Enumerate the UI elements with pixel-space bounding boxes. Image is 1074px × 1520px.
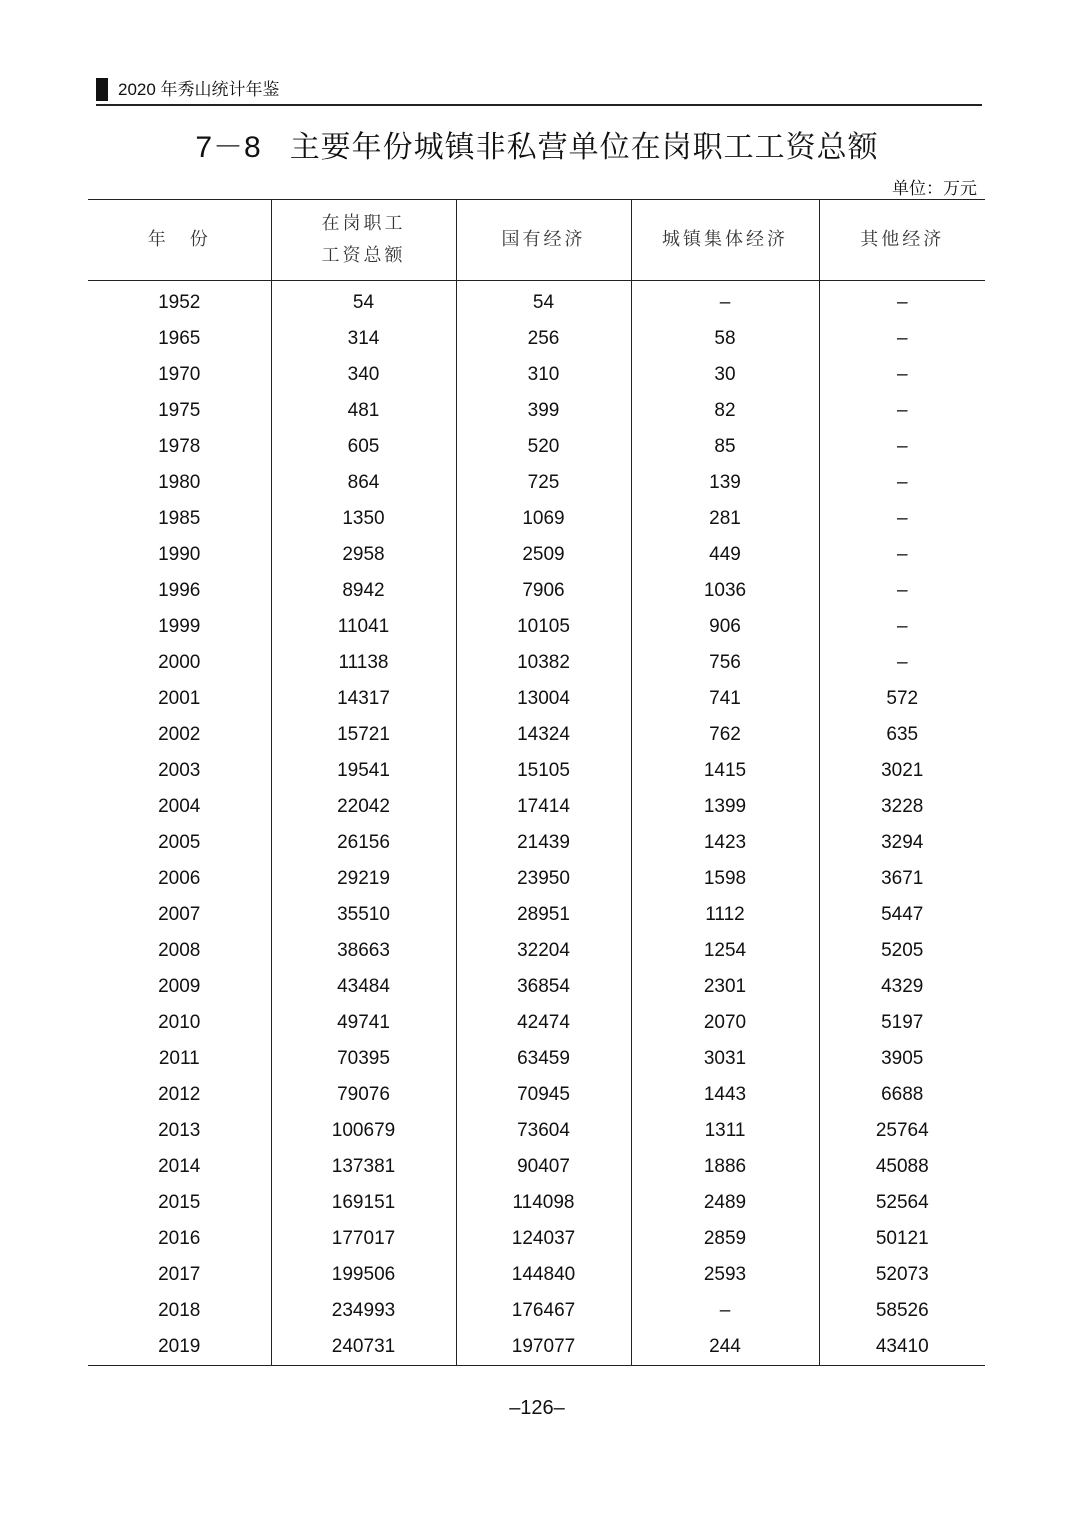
table-row [88,645,985,681]
cell-year: 2019 [88,1329,271,1366]
cell-year: 1996 [158,580,201,601]
table-row [88,753,985,789]
cell-total-wages: 1350 [271,501,456,537]
table-row [88,1185,985,1221]
cell-urban-collective: 1423 [631,825,819,861]
cell-urban-collective: 2859 [631,1221,819,1257]
cell-other: – [819,573,985,609]
cell-year: 2016 [158,1228,201,1249]
table-row [88,861,985,897]
cell-state-owned: 13004 [456,681,631,717]
table-row [88,465,985,501]
cell-urban-collective: 756 [631,645,819,681]
cell-year: 2018 [158,1300,201,1321]
col-header-year: 年 份 [88,200,271,281]
cell-total-wages: 29219 [271,861,456,897]
table-row [88,825,985,861]
cell-total-wages: 22042 [271,789,456,825]
cell-total-wages: 15721 [271,717,456,753]
cell-other: 3905 [819,1041,985,1077]
cell-total-wages: 605 [271,429,456,465]
table-row [88,717,985,753]
cell-urban-collective: 1036 [631,573,819,609]
cell-state-owned: 10382 [456,645,631,681]
cell-other: 3294 [819,825,985,861]
cell-other: 43410 [819,1329,985,1366]
cell-state-owned: 63459 [456,1041,631,1077]
cell-state-owned: 2509 [456,537,631,573]
cell-state-owned: 520 [456,429,631,465]
cell-total-wages: 2958 [271,537,456,573]
col-header-urban-collective: 城镇集体经济 [631,200,819,281]
cell-year: 2010 [158,1012,201,1033]
cell-other: 3021 [819,753,985,789]
cell-other: – [819,321,985,357]
cell-total-wages: 14317 [271,681,456,717]
cell-year: 2006 [158,868,201,889]
cell-year: 1965 [158,328,201,349]
cell-total-wages: 35510 [271,897,456,933]
cell-urban-collective: 1415 [631,753,819,789]
cell-total-wages: 100679 [271,1113,456,1149]
cell-year: 2013 [158,1120,201,1141]
cell-total-wages: 79076 [271,1077,456,1113]
table-row [88,969,985,1005]
cell-total-wages: 38663 [271,933,456,969]
cell-other: 635 [819,717,985,753]
cell-state-owned: 310 [456,357,631,393]
cell-other: 25764 [819,1113,985,1149]
cell-total-wages: 314 [271,321,456,357]
col-header-total-wages: 在岗职工 工资总额 [271,200,456,281]
table-row [88,933,985,969]
cell-state-owned: 17414 [456,789,631,825]
table-row [88,1149,985,1185]
cell-total-wages: 70395 [271,1041,456,1077]
cell-total-wages: 340 [271,357,456,393]
cell-state-owned: 54 [456,281,631,322]
cell-total-wages: 137381 [271,1149,456,1185]
table-row [88,789,985,825]
cell-state-owned: 21439 [456,825,631,861]
table-row [88,1113,985,1149]
cell-state-owned: 256 [456,321,631,357]
cell-other: 572 [819,681,985,717]
table-row [88,1221,985,1257]
cell-other: – [819,357,985,393]
table-row [88,537,985,573]
cell-urban-collective: – [631,281,819,322]
cell-other: 45088 [819,1149,985,1185]
unit-label: 单位：万元 [892,179,977,199]
cell-total-wages: 43484 [271,969,456,1005]
cell-other: 50121 [819,1221,985,1257]
cell-year: 1952 [158,292,201,313]
cell-urban-collective: 3031 [631,1041,819,1077]
cell-other: 3671 [819,861,985,897]
cell-total-wages: 54 [271,281,456,322]
cell-year: 2001 [158,688,201,709]
cell-urban-collective: 2070 [631,1005,819,1041]
col-header-state-owned: 国有经济 [456,200,631,281]
cell-total-wages: 26156 [271,825,456,861]
cell-total-wages: 240731 [271,1329,456,1366]
cell-year: 1999 [158,616,201,637]
cell-state-owned: 28951 [456,897,631,933]
data-table [88,199,985,1366]
cell-state-owned: 7906 [456,573,631,609]
cell-year: 1970 [158,364,201,385]
cell-other: 52073 [819,1257,985,1293]
cell-year: 2011 [158,1048,200,1069]
cell-other: – [819,465,985,501]
page-number: –126– [509,1397,565,1419]
table-row [88,393,985,429]
cell-urban-collective: 1311 [631,1113,819,1149]
cell-state-owned: 124037 [456,1221,631,1257]
cell-year: 2003 [158,760,201,781]
cell-other: 52564 [819,1185,985,1221]
cell-urban-collective: 281 [631,501,819,537]
cell-urban-collective: 139 [631,465,819,501]
cell-urban-collective: 244 [631,1329,819,1366]
cell-total-wages: 11041 [271,609,456,645]
cell-other: 5447 [819,897,985,933]
cell-year: 1978 [158,436,201,457]
cell-other: – [819,429,985,465]
cell-state-owned: 15105 [456,753,631,789]
cell-urban-collective: 741 [631,681,819,717]
col-header-other: 其他经济 [819,200,985,281]
cell-other: – [819,537,985,573]
cell-urban-collective: 449 [631,537,819,573]
header-marker-bar [96,78,108,101]
cell-total-wages: 234993 [271,1293,456,1329]
cell-year: 1990 [158,544,201,565]
cell-total-wages: 199506 [271,1257,456,1293]
cell-year: 2000 [158,652,201,673]
table-row [88,501,985,537]
cell-other: – [819,281,985,322]
cell-year: 2004 [158,796,201,817]
cell-year: 1985 [158,508,201,529]
cell-other: – [819,393,985,429]
cell-other: – [819,645,985,681]
cell-year: 2005 [158,832,201,853]
cell-state-owned: 73604 [456,1113,631,1149]
cell-other: 58526 [819,1293,985,1329]
cell-other: 5205 [819,933,985,969]
cell-state-owned: 42474 [456,1005,631,1041]
table-row [88,357,985,393]
cell-year: 1980 [158,472,201,493]
cell-state-owned: 36854 [456,969,631,1005]
table-row [88,609,985,645]
table-row [88,1329,985,1366]
cell-urban-collective: 1254 [631,933,819,969]
table-row [88,281,985,322]
cell-urban-collective: 1112 [631,897,819,933]
cell-year: 2015 [158,1192,201,1213]
table-row [88,1041,985,1077]
cell-other: 3228 [819,789,985,825]
cell-total-wages: 8942 [271,573,456,609]
table-title [0,128,1074,168]
cell-state-owned: 32204 [456,933,631,969]
cell-urban-collective: 2301 [631,969,819,1005]
cell-urban-collective: 1399 [631,789,819,825]
cell-urban-collective: 1443 [631,1077,819,1113]
table-number: 7－8 [195,131,262,164]
cell-urban-collective: 906 [631,609,819,645]
table-row [88,897,985,933]
cell-urban-collective: – [631,1293,819,1329]
cell-urban-collective: 2489 [631,1185,819,1221]
cell-total-wages: 11138 [271,645,456,681]
cell-total-wages: 19541 [271,753,456,789]
cell-state-owned: 197077 [456,1329,631,1366]
cell-other: 6688 [819,1077,985,1113]
table-title-text: 主要年份城镇非私营单位在岗职工工资总额 [289,131,879,164]
cell-state-owned: 70945 [456,1077,631,1113]
cell-state-owned: 14324 [456,717,631,753]
cell-state-owned: 144840 [456,1257,631,1293]
cell-state-owned: 399 [456,393,631,429]
cell-urban-collective: 1598 [631,861,819,897]
cell-year: 1975 [158,400,201,421]
cell-urban-collective: 762 [631,717,819,753]
table-row [88,1293,985,1329]
cell-state-owned: 725 [456,465,631,501]
cell-state-owned: 23950 [456,861,631,897]
cell-total-wages: 481 [271,393,456,429]
cell-urban-collective: 1886 [631,1149,819,1185]
cell-year: 2002 [158,724,201,745]
book-title: 2020 年秀山统计年鉴 [118,80,280,99]
cell-total-wages: 169151 [271,1185,456,1221]
cell-year: 2008 [158,940,201,961]
cell-year: 2009 [158,976,201,997]
cell-total-wages: 49741 [271,1005,456,1041]
cell-other: 4329 [819,969,985,1005]
cell-other: 5197 [819,1005,985,1041]
running-header [96,78,982,106]
cell-total-wages: 864 [271,465,456,501]
table-row [88,429,985,465]
cell-urban-collective: 2593 [631,1257,819,1293]
cell-year: 2014 [158,1156,201,1177]
cell-year: 2007 [158,904,201,925]
cell-urban-collective: 58 [631,321,819,357]
table-row [88,321,985,357]
table-row [88,573,985,609]
cell-state-owned: 90407 [456,1149,631,1185]
table-row [88,1005,985,1041]
cell-other: – [819,501,985,537]
table-row [88,1257,985,1293]
table-row [88,1077,985,1113]
table-header-row [88,200,985,281]
table-row [88,681,985,717]
cell-urban-collective: 30 [631,357,819,393]
cell-state-owned: 10105 [456,609,631,645]
cell-total-wages: 177017 [271,1221,456,1257]
cell-urban-collective: 82 [631,393,819,429]
cell-year: 2017 [158,1264,201,1285]
cell-state-owned: 114098 [456,1185,631,1221]
cell-state-owned: 176467 [456,1293,631,1329]
cell-urban-collective: 85 [631,429,819,465]
cell-state-owned: 1069 [456,501,631,537]
cell-other: – [819,609,985,645]
cell-year: 2012 [158,1084,201,1105]
